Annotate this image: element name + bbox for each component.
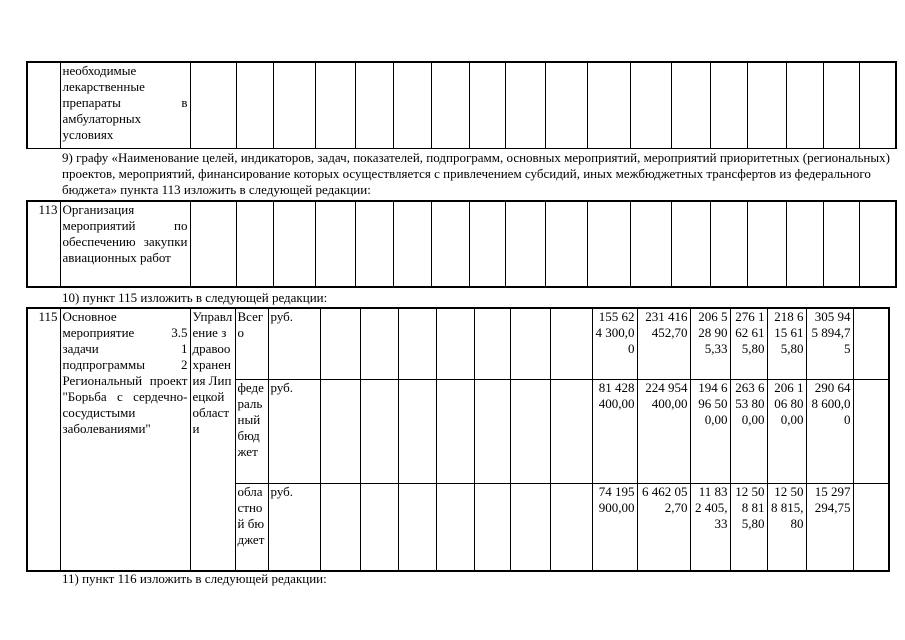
cell-row-name: необходимые лекарственные препараты в амбулаторных условиях [60, 62, 190, 148]
cell-empty [360, 379, 398, 483]
row-number: 113 [27, 201, 60, 287]
cell-empty [431, 201, 469, 287]
cell-empty [436, 379, 474, 483]
cell-empty [853, 308, 889, 379]
cell-empty [469, 201, 505, 287]
value-cell: 155 624 300,00 [595, 309, 635, 356]
cell-empty [236, 62, 273, 148]
cell-empty [474, 483, 510, 571]
table-row-115 [26, 307, 890, 572]
cell-empty [360, 308, 398, 379]
cell-empty [190, 62, 236, 148]
paragraph-11: 11) пункт 116 изложить в следующей редакции: [62, 571, 327, 586]
cell-empty [550, 379, 592, 483]
value-cell: 218 615 615,80 [774, 309, 804, 356]
row-number: 115 [27, 308, 60, 571]
cell-empty [823, 201, 859, 287]
cell-executor: Управление здравоохранения Липецкой области [190, 308, 235, 571]
value-cell: 15 297 294,75 [814, 483, 851, 515]
cell-empty [545, 62, 587, 148]
cell-empty [398, 308, 436, 379]
cell-empty [190, 201, 236, 287]
cell-empty [355, 201, 393, 287]
cell-empty [393, 201, 431, 287]
cell-source: федеральный бюджет [235, 379, 268, 483]
cell-empty [315, 201, 355, 287]
value-cell: 11 832 405,33 [695, 483, 728, 531]
cell-empty [431, 62, 469, 148]
cell-unit: руб. [268, 308, 320, 379]
cell-empty [474, 379, 510, 483]
cell-empty [273, 201, 315, 287]
cell-empty [236, 201, 273, 287]
cell-empty [853, 379, 889, 483]
cell-empty [505, 201, 545, 287]
cell-empty [436, 308, 474, 379]
cell-empty [550, 308, 592, 379]
cell-empty [315, 62, 355, 148]
cell-empty [710, 62, 747, 148]
cell-empty [671, 201, 710, 287]
value-cell: 276 162 615,80 [735, 309, 765, 356]
value-cell: 305 945 894,75 [811, 309, 851, 356]
cell-empty [320, 379, 360, 483]
cell-empty [786, 201, 823, 287]
value-cell: 12 508 815,80 [771, 483, 804, 531]
value-cell: 194 696 500,00 [698, 379, 728, 427]
value-cell: 74 195 900,00 [598, 483, 635, 515]
value-cell: 224 954 400,00 [645, 379, 688, 411]
cell-empty [27, 62, 60, 148]
cell-empty [474, 308, 510, 379]
cell-empty [710, 201, 747, 287]
value-cell: 290 648 600,00 [811, 379, 851, 427]
cell-empty [786, 62, 823, 148]
cell-empty [587, 62, 630, 148]
cell-source: областной бюджет [235, 483, 268, 571]
cell-empty [505, 62, 545, 148]
cell-empty [320, 308, 360, 379]
value-cell: 231 416 452,70 [645, 309, 688, 340]
cell-empty [853, 483, 889, 571]
cell-source: Всего [235, 308, 268, 379]
cell-empty [630, 201, 671, 287]
cell-empty [545, 201, 587, 287]
cell-empty [398, 379, 436, 483]
cell-empty [469, 62, 505, 148]
cell-empty [823, 62, 859, 148]
value-cell: 206 528 905,33 [698, 309, 728, 356]
cell-row-name: Организация мероприятий по обеспечению закупки авиационных работ [60, 201, 190, 287]
cell-empty [859, 201, 896, 287]
value-cell: 263 653 800,00 [735, 379, 765, 427]
table-top-fragment [26, 61, 897, 149]
cell-empty [355, 62, 393, 148]
cell-empty [747, 62, 786, 148]
paragraph-9: 9) графу «Наименование целей, индикаторов, задач, показателей, подпрограмм, основных мероприятий, мероприятий приоритетных (региональных) проектов, мероприятий, финансирование которых осуществляется с привлечением субсидий, иных межбюджетных трансфертов из федерального бюджета» пункта 113 изложить в следующей редакции: [62, 150, 890, 197]
cell-empty [671, 62, 710, 148]
table-row-113 [26, 200, 897, 288]
cell-unit: руб. [268, 483, 320, 571]
cell-empty [273, 62, 315, 148]
cell-empty [587, 201, 630, 287]
cell-row-name: Основное мероприятие 3.5 задачи 1 подпрограммы 2 Региональный проект "Борьба с сердечно-сосудистыми заболеваниями" [60, 308, 190, 571]
cell-empty [393, 62, 431, 148]
cell-empty [436, 483, 474, 571]
value-cell: 6 462 052,70 [642, 483, 688, 515]
value-cell: 12 508 815,80 [735, 483, 765, 531]
paragraph-10: 10) пункт 115 изложить в следующей редакции: [62, 290, 328, 305]
cell-empty [398, 483, 436, 571]
cell-empty [360, 483, 398, 571]
cell-empty [510, 379, 550, 483]
cell-empty [510, 483, 550, 571]
value-cell: 81 428 400,00 [598, 379, 635, 411]
cell-empty [550, 483, 592, 571]
cell-empty [630, 62, 671, 148]
cell-unit: руб. [268, 379, 320, 483]
cell-empty [510, 308, 550, 379]
value-cell: 206 106 800,00 [774, 379, 804, 427]
cell-empty [320, 483, 360, 571]
cell-empty [859, 62, 896, 148]
cell-empty [747, 201, 786, 287]
